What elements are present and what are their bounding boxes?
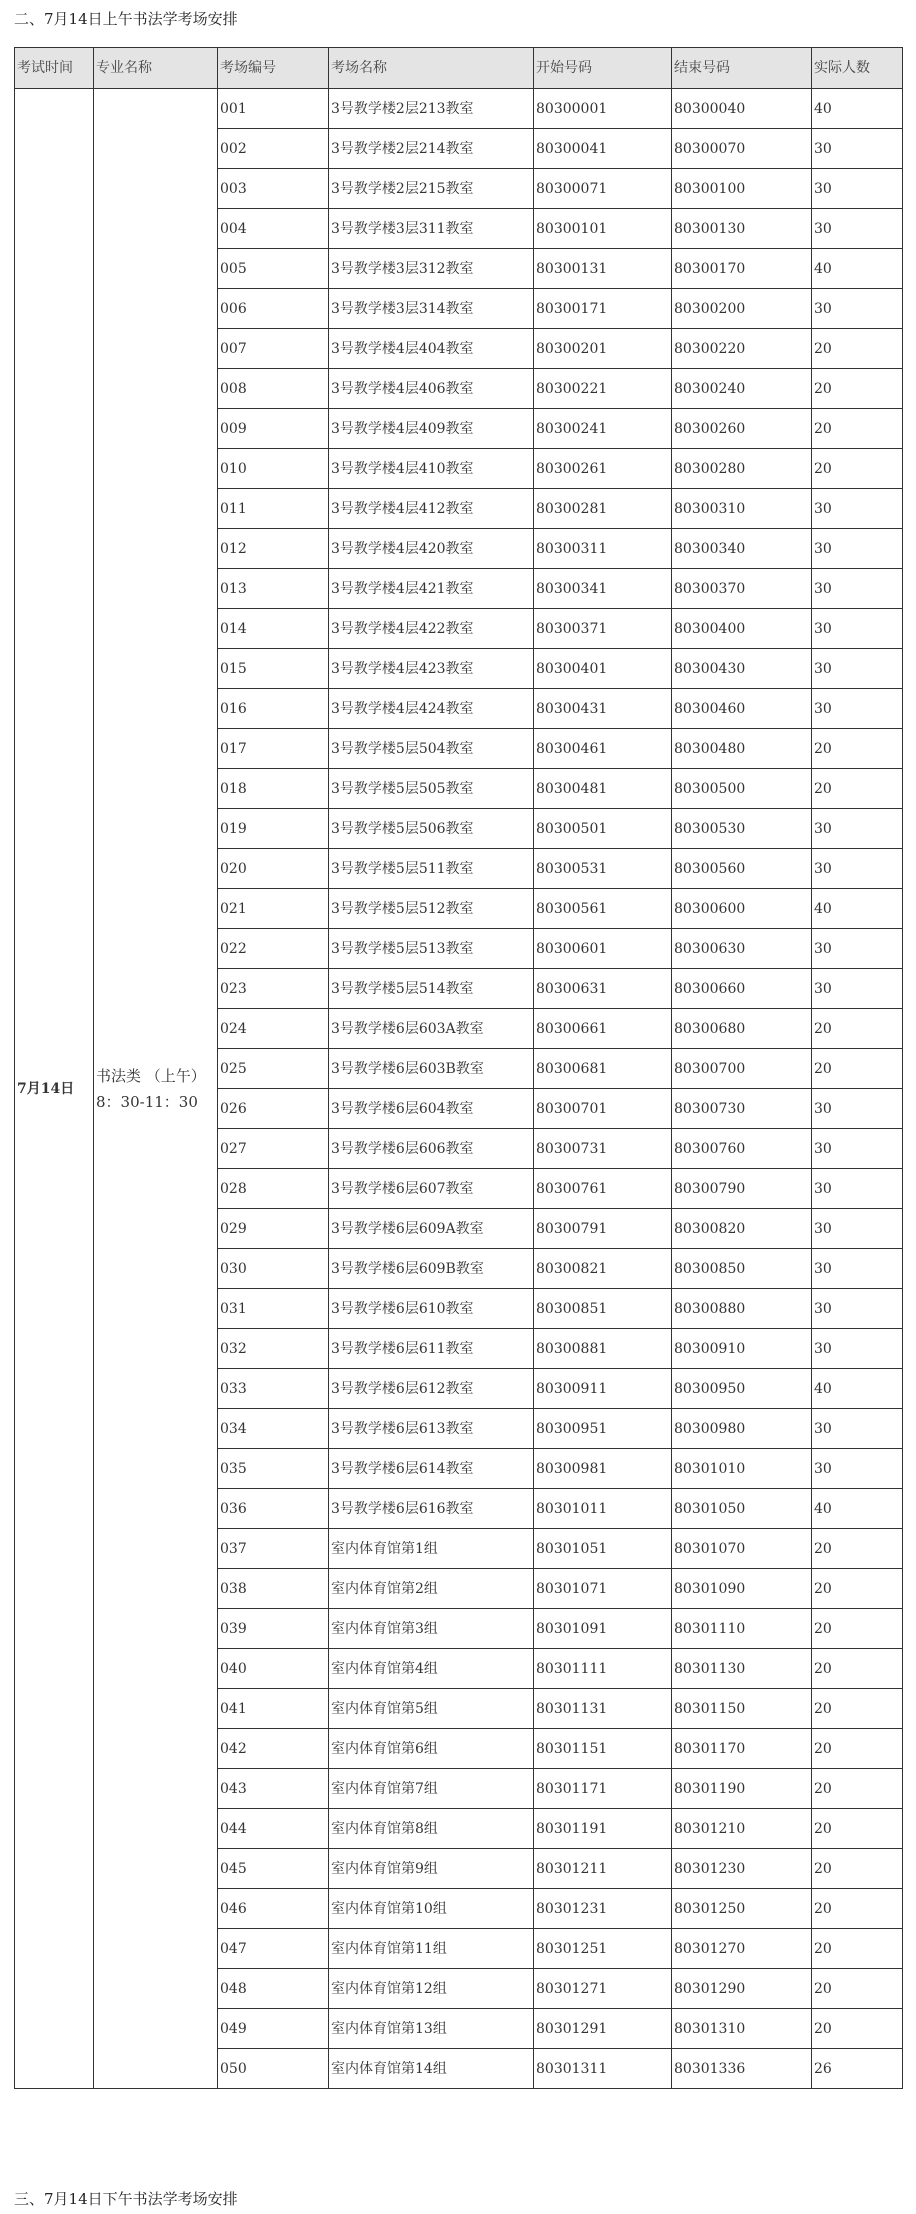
room-name-cell: 3号教学楼4层421教室 (329, 569, 534, 609)
end-number-cell: 80301050 (672, 1489, 812, 1529)
table-row (15, 89, 903, 129)
exam-room-table (14, 47, 903, 2089)
room-name-cell: 3号教学楼5层506教室 (329, 809, 534, 849)
end-number-cell: 80300660 (672, 969, 812, 1009)
end-number-cell: 80300530 (672, 809, 812, 849)
actual-count-cell: 20 (812, 1649, 903, 1689)
header-start-number: 开始号码 (534, 48, 672, 89)
actual-count-cell: 20 (812, 1969, 903, 2009)
start-number-cell: 80300821 (534, 1249, 672, 1289)
actual-count-cell: 30 (812, 689, 903, 729)
start-number-cell: 80301151 (534, 1729, 672, 1769)
start-number-cell: 80301111 (534, 1649, 672, 1689)
room-name-cell: 3号教学楼6层603A教室 (329, 1009, 534, 1049)
start-number-cell: 80300731 (534, 1129, 672, 1169)
room-number-cell: 020 (218, 849, 329, 889)
end-number-cell: 80301336 (672, 2049, 812, 2089)
start-number-cell: 80301311 (534, 2049, 672, 2089)
end-number-cell: 80301170 (672, 1729, 812, 1769)
room-number-cell: 022 (218, 929, 329, 969)
actual-count-cell: 30 (812, 169, 903, 209)
table-header-row (15, 48, 903, 89)
start-number-cell: 80300981 (534, 1449, 672, 1489)
start-number-cell: 80300311 (534, 529, 672, 569)
section-heading-afternoon: 三、7月14日下午书法学考场安排 (14, 2190, 238, 2208)
start-number-cell: 80300071 (534, 169, 672, 209)
start-number-cell: 80301291 (534, 2009, 672, 2049)
start-number-cell: 80300281 (534, 489, 672, 529)
room-name-cell: 3号教学楼6层604教室 (329, 1089, 534, 1129)
end-number-cell: 80300500 (672, 769, 812, 809)
end-number-cell: 80300910 (672, 1329, 812, 1369)
header-room-name: 考场名称 (329, 48, 534, 89)
start-number-cell: 80300501 (534, 809, 672, 849)
end-number-cell: 80300460 (672, 689, 812, 729)
end-number-cell: 80300700 (672, 1049, 812, 1089)
room-name-cell: 室内体育馆第2组 (329, 1569, 534, 1609)
end-number-cell: 80300950 (672, 1369, 812, 1409)
actual-count-cell: 20 (812, 1889, 903, 1929)
actual-count-cell: 20 (812, 1849, 903, 1889)
actual-count-cell: 20 (812, 1929, 903, 1969)
header-end-number: 结束号码 (672, 48, 812, 89)
room-name-cell: 室内体育馆第10组 (329, 1889, 534, 1929)
room-number-cell: 023 (218, 969, 329, 1009)
header-exam-time: 考试时间 (15, 48, 94, 89)
end-number-cell: 80300220 (672, 329, 812, 369)
major-cell: 书法类 （上午） 8：30-11：30 (94, 89, 218, 2089)
room-name-cell: 3号教学楼2层213教室 (329, 89, 534, 129)
end-number-cell: 80300170 (672, 249, 812, 289)
room-number-cell: 002 (218, 129, 329, 169)
actual-count-cell: 20 (812, 409, 903, 449)
start-number-cell: 80300631 (534, 969, 672, 1009)
start-number-cell: 80301231 (534, 1889, 672, 1929)
end-number-cell: 80301290 (672, 1969, 812, 2009)
room-name-cell: 3号教学楼6层610教室 (329, 1289, 534, 1329)
exam-time-cell: 7月14日 (15, 89, 94, 2089)
end-number-cell: 80300980 (672, 1409, 812, 1449)
start-number-cell: 80300851 (534, 1289, 672, 1329)
end-number-cell: 80300400 (672, 609, 812, 649)
room-number-cell: 021 (218, 889, 329, 929)
actual-count-cell: 30 (812, 1409, 903, 1449)
actual-count-cell: 30 (812, 1129, 903, 1169)
room-number-cell: 030 (218, 1249, 329, 1289)
room-name-cell: 3号教学楼5层512教室 (329, 889, 534, 929)
room-name-cell: 3号教学楼2层215教室 (329, 169, 534, 209)
end-number-cell: 80301250 (672, 1889, 812, 1929)
room-name-cell: 3号教学楼4层412教室 (329, 489, 534, 529)
room-name-cell: 室内体育馆第9组 (329, 1849, 534, 1889)
actual-count-cell: 30 (812, 969, 903, 1009)
room-name-cell: 室内体育馆第11组 (329, 1929, 534, 1969)
end-number-cell: 80300130 (672, 209, 812, 249)
actual-count-cell: 20 (812, 2009, 903, 2049)
room-number-cell: 018 (218, 769, 329, 809)
start-number-cell: 80300221 (534, 369, 672, 409)
room-name-cell: 室内体育馆第5组 (329, 1689, 534, 1729)
actual-count-cell: 20 (812, 1049, 903, 1089)
start-number-cell: 80300341 (534, 569, 672, 609)
end-number-cell: 80301150 (672, 1689, 812, 1729)
actual-count-cell: 20 (812, 1729, 903, 1769)
actual-count-cell: 20 (812, 1689, 903, 1729)
room-number-cell: 045 (218, 1849, 329, 1889)
room-name-cell: 3号教学楼3层311教室 (329, 209, 534, 249)
room-number-cell: 017 (218, 729, 329, 769)
actual-count-cell: 30 (812, 1089, 903, 1129)
actual-count-cell: 20 (812, 1809, 903, 1849)
room-name-cell: 3号教学楼5层514教室 (329, 969, 534, 1009)
end-number-cell: 80300730 (672, 1089, 812, 1129)
start-number-cell: 80301251 (534, 1929, 672, 1969)
room-number-cell: 025 (218, 1049, 329, 1089)
actual-count-cell: 20 (812, 369, 903, 409)
start-number-cell: 80300881 (534, 1329, 672, 1369)
room-name-cell: 3号教学楼4层420教室 (329, 529, 534, 569)
start-number-cell: 80300171 (534, 289, 672, 329)
header-actual-count: 实际人数 (812, 48, 903, 89)
end-number-cell: 80300850 (672, 1249, 812, 1289)
room-name-cell: 3号教学楼6层607教室 (329, 1169, 534, 1209)
room-number-cell: 013 (218, 569, 329, 609)
start-number-cell: 80301091 (534, 1609, 672, 1649)
actual-count-cell: 30 (812, 1209, 903, 1249)
start-number-cell: 80300791 (534, 1209, 672, 1249)
start-number-cell: 80300401 (534, 649, 672, 689)
room-number-cell: 001 (218, 89, 329, 129)
room-number-cell: 044 (218, 1809, 329, 1849)
start-number-cell: 80300431 (534, 689, 672, 729)
end-number-cell: 80300680 (672, 1009, 812, 1049)
end-number-cell: 80301310 (672, 2009, 812, 2049)
actual-count-cell: 30 (812, 1449, 903, 1489)
actual-count-cell: 20 (812, 1009, 903, 1049)
end-number-cell: 80300880 (672, 1289, 812, 1329)
room-number-cell: 036 (218, 1489, 329, 1529)
end-number-cell: 80300260 (672, 409, 812, 449)
end-number-cell: 80301210 (672, 1809, 812, 1849)
actual-count-cell: 20 (812, 1569, 903, 1609)
room-number-cell: 039 (218, 1609, 329, 1649)
end-number-cell: 80300600 (672, 889, 812, 929)
actual-count-cell: 20 (812, 1529, 903, 1569)
actual-count-cell: 30 (812, 209, 903, 249)
start-number-cell: 80300371 (534, 609, 672, 649)
room-name-cell: 室内体育馆第1组 (329, 1529, 534, 1569)
room-name-cell: 3号教学楼6层609B教室 (329, 1249, 534, 1289)
room-number-cell: 005 (218, 249, 329, 289)
room-name-cell: 3号教学楼6层613教室 (329, 1409, 534, 1449)
room-name-cell: 3号教学楼6层609A教室 (329, 1209, 534, 1249)
header-room-number: 考场编号 (218, 48, 329, 89)
start-number-cell: 80300041 (534, 129, 672, 169)
start-number-cell: 80300201 (534, 329, 672, 369)
actual-count-cell: 30 (812, 529, 903, 569)
room-number-cell: 007 (218, 329, 329, 369)
room-number-cell: 003 (218, 169, 329, 209)
actual-count-cell: 40 (812, 1489, 903, 1529)
start-number-cell: 80301171 (534, 1769, 672, 1809)
room-name-cell: 室内体育馆第6组 (329, 1729, 534, 1769)
start-number-cell: 80301071 (534, 1569, 672, 1609)
room-name-cell: 3号教学楼5层505教室 (329, 769, 534, 809)
end-number-cell: 80300200 (672, 289, 812, 329)
end-number-cell: 80300370 (672, 569, 812, 609)
room-name-cell: 3号教学楼5层511教室 (329, 849, 534, 889)
end-number-cell: 80301230 (672, 1849, 812, 1889)
room-name-cell: 室内体育馆第14组 (329, 2049, 534, 2089)
actual-count-cell: 20 (812, 329, 903, 369)
room-number-cell: 029 (218, 1209, 329, 1249)
actual-count-cell: 20 (812, 769, 903, 809)
end-number-cell: 80300820 (672, 1209, 812, 1249)
actual-count-cell: 30 (812, 569, 903, 609)
room-number-cell: 014 (218, 609, 329, 649)
start-number-cell: 80301051 (534, 1529, 672, 1569)
actual-count-cell: 30 (812, 849, 903, 889)
start-number-cell: 80300481 (534, 769, 672, 809)
room-number-cell: 034 (218, 1409, 329, 1449)
end-number-cell: 80301010 (672, 1449, 812, 1489)
room-number-cell: 024 (218, 1009, 329, 1049)
room-name-cell: 3号教学楼4层406教室 (329, 369, 534, 409)
room-number-cell: 012 (218, 529, 329, 569)
room-number-cell: 028 (218, 1169, 329, 1209)
start-number-cell: 80301271 (534, 1969, 672, 2009)
start-number-cell: 80300681 (534, 1049, 672, 1089)
start-number-cell: 80300951 (534, 1409, 672, 1449)
room-number-cell: 037 (218, 1529, 329, 1569)
start-number-cell: 80301011 (534, 1489, 672, 1529)
actual-count-cell: 40 (812, 1369, 903, 1409)
actual-count-cell: 30 (812, 809, 903, 849)
end-number-cell: 80301190 (672, 1769, 812, 1809)
table-body (15, 89, 903, 2089)
room-number-cell: 026 (218, 1089, 329, 1129)
end-number-cell: 80300630 (672, 929, 812, 969)
room-name-cell: 3号教学楼3层314教室 (329, 289, 534, 329)
start-number-cell: 80301131 (534, 1689, 672, 1729)
start-number-cell: 80300661 (534, 1009, 672, 1049)
start-number-cell: 80300701 (534, 1089, 672, 1129)
room-name-cell: 3号教学楼4层410教室 (329, 449, 534, 489)
room-number-cell: 006 (218, 289, 329, 329)
end-number-cell: 80300070 (672, 129, 812, 169)
end-number-cell: 80300280 (672, 449, 812, 489)
start-number-cell: 80300101 (534, 209, 672, 249)
room-number-cell: 042 (218, 1729, 329, 1769)
room-number-cell: 016 (218, 689, 329, 729)
room-number-cell: 046 (218, 1889, 329, 1929)
room-name-cell: 3号教学楼4层422教室 (329, 609, 534, 649)
room-number-cell: 019 (218, 809, 329, 849)
start-number-cell: 80300001 (534, 89, 672, 129)
header-major: 专业名称 (94, 48, 218, 89)
actual-count-cell: 40 (812, 89, 903, 129)
end-number-cell: 80300040 (672, 89, 812, 129)
end-number-cell: 80300340 (672, 529, 812, 569)
start-number-cell: 80300461 (534, 729, 672, 769)
room-number-cell: 015 (218, 649, 329, 689)
start-number-cell: 80301191 (534, 1809, 672, 1849)
end-number-cell: 80301110 (672, 1609, 812, 1649)
room-number-cell: 040 (218, 1649, 329, 1689)
room-name-cell: 室内体育馆第7组 (329, 1769, 534, 1809)
room-number-cell: 043 (218, 1769, 329, 1809)
room-number-cell: 010 (218, 449, 329, 489)
actual-count-cell: 30 (812, 649, 903, 689)
start-number-cell: 80300531 (534, 849, 672, 889)
actual-count-cell: 30 (812, 289, 903, 329)
actual-count-cell: 20 (812, 729, 903, 769)
actual-count-cell: 30 (812, 1169, 903, 1209)
room-name-cell: 3号教学楼5层504教室 (329, 729, 534, 769)
room-name-cell: 室内体育馆第4组 (329, 1649, 534, 1689)
room-number-cell: 009 (218, 409, 329, 449)
room-name-cell: 3号教学楼6层614教室 (329, 1449, 534, 1489)
room-name-cell: 3号教学楼4层409教室 (329, 409, 534, 449)
start-number-cell: 80300261 (534, 449, 672, 489)
section-heading-morning: 二、7月14日上午书法学考场安排 (14, 10, 238, 28)
end-number-cell: 80301270 (672, 1929, 812, 1969)
room-name-cell: 3号教学楼6层616教室 (329, 1489, 534, 1529)
room-number-cell: 041 (218, 1689, 329, 1729)
room-number-cell: 033 (218, 1369, 329, 1409)
start-number-cell: 80300911 (534, 1369, 672, 1409)
actual-count-cell: 30 (812, 1329, 903, 1369)
room-number-cell: 035 (218, 1449, 329, 1489)
actual-count-cell: 20 (812, 449, 903, 489)
room-name-cell: 室内体育馆第8组 (329, 1809, 534, 1849)
room-name-cell: 3号教学楼3层312教室 (329, 249, 534, 289)
end-number-cell: 80300790 (672, 1169, 812, 1209)
room-number-cell: 031 (218, 1289, 329, 1329)
start-number-cell: 80300131 (534, 249, 672, 289)
start-number-cell: 80300561 (534, 889, 672, 929)
actual-count-cell: 20 (812, 1609, 903, 1649)
end-number-cell: 80300100 (672, 169, 812, 209)
actual-count-cell: 40 (812, 249, 903, 289)
room-number-cell: 004 (218, 209, 329, 249)
room-number-cell: 049 (218, 2009, 329, 2049)
start-number-cell: 80300241 (534, 409, 672, 449)
room-name-cell: 室内体育馆第12组 (329, 1969, 534, 2009)
end-number-cell: 80301130 (672, 1649, 812, 1689)
room-number-cell: 027 (218, 1129, 329, 1169)
end-number-cell: 80300560 (672, 849, 812, 889)
actual-count-cell: 30 (812, 1249, 903, 1289)
end-number-cell: 80300310 (672, 489, 812, 529)
actual-count-cell: 26 (812, 2049, 903, 2089)
start-number-cell: 80300761 (534, 1169, 672, 1209)
end-number-cell: 80301090 (672, 1569, 812, 1609)
end-number-cell: 80300430 (672, 649, 812, 689)
start-number-cell: 80301211 (534, 1849, 672, 1889)
room-name-cell: 3号教学楼6层611教室 (329, 1329, 534, 1369)
actual-count-cell: 40 (812, 889, 903, 929)
room-name-cell: 3号教学楼4层424教室 (329, 689, 534, 729)
room-name-cell: 3号教学楼5层513教室 (329, 929, 534, 969)
room-name-cell: 3号教学楼4层423教室 (329, 649, 534, 689)
start-number-cell: 80300601 (534, 929, 672, 969)
room-number-cell: 047 (218, 1929, 329, 1969)
end-number-cell: 80300480 (672, 729, 812, 769)
actual-count-cell: 30 (812, 129, 903, 169)
actual-count-cell: 20 (812, 1769, 903, 1809)
end-number-cell: 80301070 (672, 1529, 812, 1569)
room-number-cell: 032 (218, 1329, 329, 1369)
room-name-cell: 3号教学楼4层404教室 (329, 329, 534, 369)
room-name-cell: 室内体育馆第3组 (329, 1609, 534, 1649)
room-number-cell: 011 (218, 489, 329, 529)
room-number-cell: 048 (218, 1969, 329, 2009)
room-name-cell: 3号教学楼6层606教室 (329, 1129, 534, 1169)
room-name-cell: 3号教学楼2层214教室 (329, 129, 534, 169)
actual-count-cell: 30 (812, 1289, 903, 1329)
end-number-cell: 80300240 (672, 369, 812, 409)
room-name-cell: 3号教学楼6层612教室 (329, 1369, 534, 1409)
room-number-cell: 008 (218, 369, 329, 409)
actual-count-cell: 30 (812, 609, 903, 649)
room-number-cell: 038 (218, 1569, 329, 1609)
room-name-cell: 室内体育馆第13组 (329, 2009, 534, 2049)
room-name-cell: 3号教学楼6层603B教室 (329, 1049, 534, 1089)
actual-count-cell: 30 (812, 489, 903, 529)
room-number-cell: 050 (218, 2049, 329, 2089)
actual-count-cell: 30 (812, 929, 903, 969)
end-number-cell: 80300760 (672, 1129, 812, 1169)
